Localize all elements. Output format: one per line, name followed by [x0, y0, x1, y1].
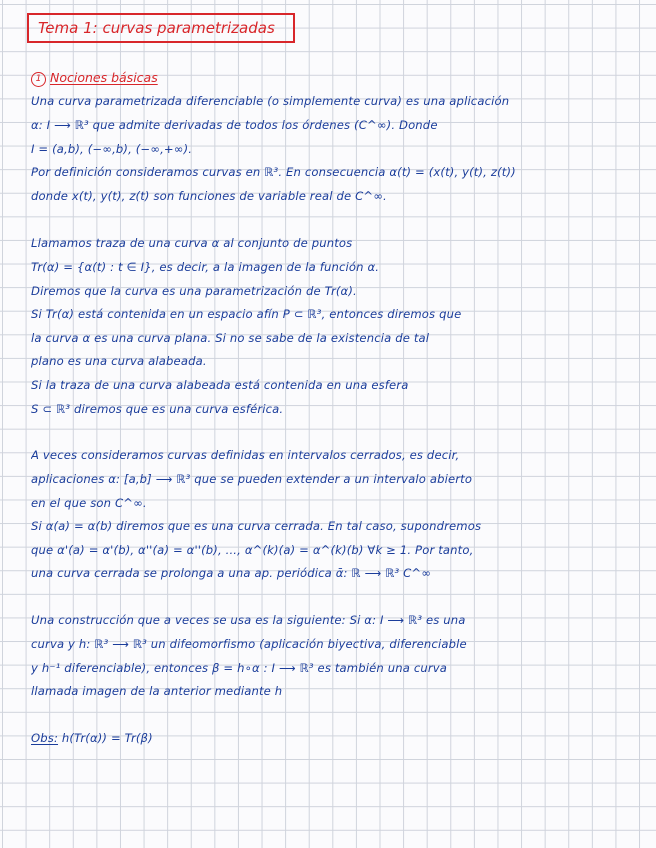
paragraph-2-line-1: Llamamos traza de una curva α al conjunto de puntos — [31, 236, 353, 250]
paragraph-3-line-4: Si α(a) = α(b) diremos que es una curva cerrada. En tal caso, supondremos — [31, 519, 482, 533]
paragraph-2-line-5: la curva α es una curva plana. Si no se sabe de la existencia de tal — [31, 331, 430, 345]
paragraph-4-line-2: curva y h: ℝ³ ⟶ ℝ³ un difeomorfismo (aplicación biyectiva, diferenciable — [31, 637, 467, 651]
paragraph-1-line-4: Por definición consideramos curvas en ℝ³. En consecuencia α(t) = (x(t), y(t), z(t)) — [31, 165, 516, 179]
paragraph-4-line-4: llamada imagen de la anterior mediante h — [31, 684, 283, 698]
paragraph-3-line-3: en el que son C^∞. — [31, 496, 147, 510]
paragraph-2-line-2: Tr(α) = {α(t) : t ∈ I}, es decir, a la imagen de la función α. — [31, 260, 380, 274]
paragraph-3-line-2: aplicaciones α: [a,b] ⟶ ℝ³ que se pueden extender a un intervalo abierto — [31, 472, 473, 486]
observation — [31, 731, 629, 745]
paragraph-2-line-4: Si Tr(α) está contenida en un espacio afín P ⊂ ℝ³, entonces diremos que — [31, 307, 462, 321]
paragraph-2-line-6: plano es una curva alabeada. — [31, 354, 207, 368]
paragraph-3-line-5: que α'(a) = α'(b), α''(a) = α''(b), ..., α^(k)(a) = α^(k)(b) ∀k ≥ 1. Por tanto, — [31, 543, 474, 557]
paragraph-3-line-6: una curva cerrada se prolonga a una ap. periódica ᾱ: ℝ ⟶ ℝ³ C^∞ — [31, 566, 432, 580]
observation-text: h(Tr(α)) = Tr(β) — [61, 731, 153, 745]
section-number: 1 — [31, 72, 46, 87]
paragraph-1-line-5: donde x(t), y(t), z(t) son funciones de variable real de C^∞. — [31, 189, 387, 203]
observation-label: Obs: — [31, 731, 59, 745]
paragraph-1-line-3: I = (a,b), (−∞,b), (−∞,+∞). — [31, 142, 193, 156]
section-heading — [31, 70, 158, 87]
paragraph-2-line-8: S ⊂ ℝ³ diremos que es una curva esférica. — [31, 402, 284, 416]
paragraph-2-line-7: Si la traza de una curva alabeada está contenida en una esfera — [31, 378, 409, 392]
section-heading-text: Nociones básicas — [50, 70, 158, 85]
paragraph-1-line-1: Una curva parametrizada diferenciable (o simplemente curva) es una aplicación — [31, 94, 510, 108]
page-title: Tema 1: curvas parametrizadas — [27, 13, 295, 43]
paragraph-2-line-3: Diremos que la curva es una parametrización de Tr(α). — [31, 284, 357, 298]
paragraph-3-line-1: A veces consideramos curvas definidas en intervalos cerrados, es decir, — [31, 448, 460, 462]
paragraph-4-line-1: Una construcción que a veces se usa es la siguiente: Si α: I ⟶ ℝ³ es una — [31, 613, 466, 627]
paragraph-4-line-3: y h⁻¹ diferenciable), entonces β = h∘α : I ⟶ ℝ³ es también una curva — [31, 661, 448, 675]
paragraph-1-line-2: α: I ⟶ ℝ³ que admite derivadas de todos los órdenes (C^∞). Donde — [31, 118, 438, 132]
